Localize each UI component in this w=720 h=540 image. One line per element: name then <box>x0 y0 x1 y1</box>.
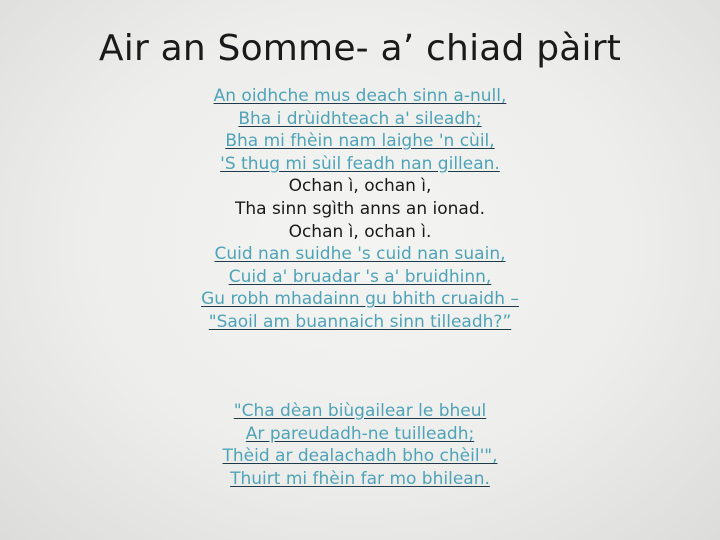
poem-line[interactable]: Bha mi fhèin nam laighe 'n cùil, <box>225 131 495 152</box>
poem-line: Tha sinn sgìth anns an ionad. <box>234 198 486 219</box>
poem-line[interactable]: "Saoil am buannaich sinn tilleadh?” <box>208 311 512 332</box>
poem-line: Ochan ì, ochan ì, <box>288 176 432 197</box>
poem-line[interactable]: Ar pareudadh-ne tuilleadh; <box>245 423 475 444</box>
poem-line[interactable]: Cuid nan suidhe 's cuid nan suain, <box>214 244 506 265</box>
poem-line[interactable]: An oidhche mus deach sinn a-null, <box>213 86 507 106</box>
poem-line[interactable]: Bha i drùidhteach a' sileadh; <box>238 108 482 129</box>
poem-line[interactable]: Thuirt mi fhèin far mo bhilean. <box>230 468 490 489</box>
poem-stanza-bottom <box>0 400 720 490</box>
poem-line[interactable]: Cuid a' bruadar 's a' bruidhinn, <box>228 266 492 287</box>
poem-line[interactable]: "Cha dèan biùgailear le bheul <box>233 401 487 421</box>
slide-title: Air an Somme- a’ chiad pàirt <box>98 28 622 69</box>
poem-stanza-top <box>0 85 720 334</box>
poem-line[interactable]: Thèid ar dealachadh bho chèil'", <box>222 446 498 467</box>
poem-line[interactable]: 'S thug mi sùil feadh nan gillean. <box>220 153 500 174</box>
poem-line: Ochan ì, ochan ì. <box>288 221 432 242</box>
poem-line[interactable]: Gu robh mhadainn gu bhith cruaidh – <box>201 289 519 310</box>
